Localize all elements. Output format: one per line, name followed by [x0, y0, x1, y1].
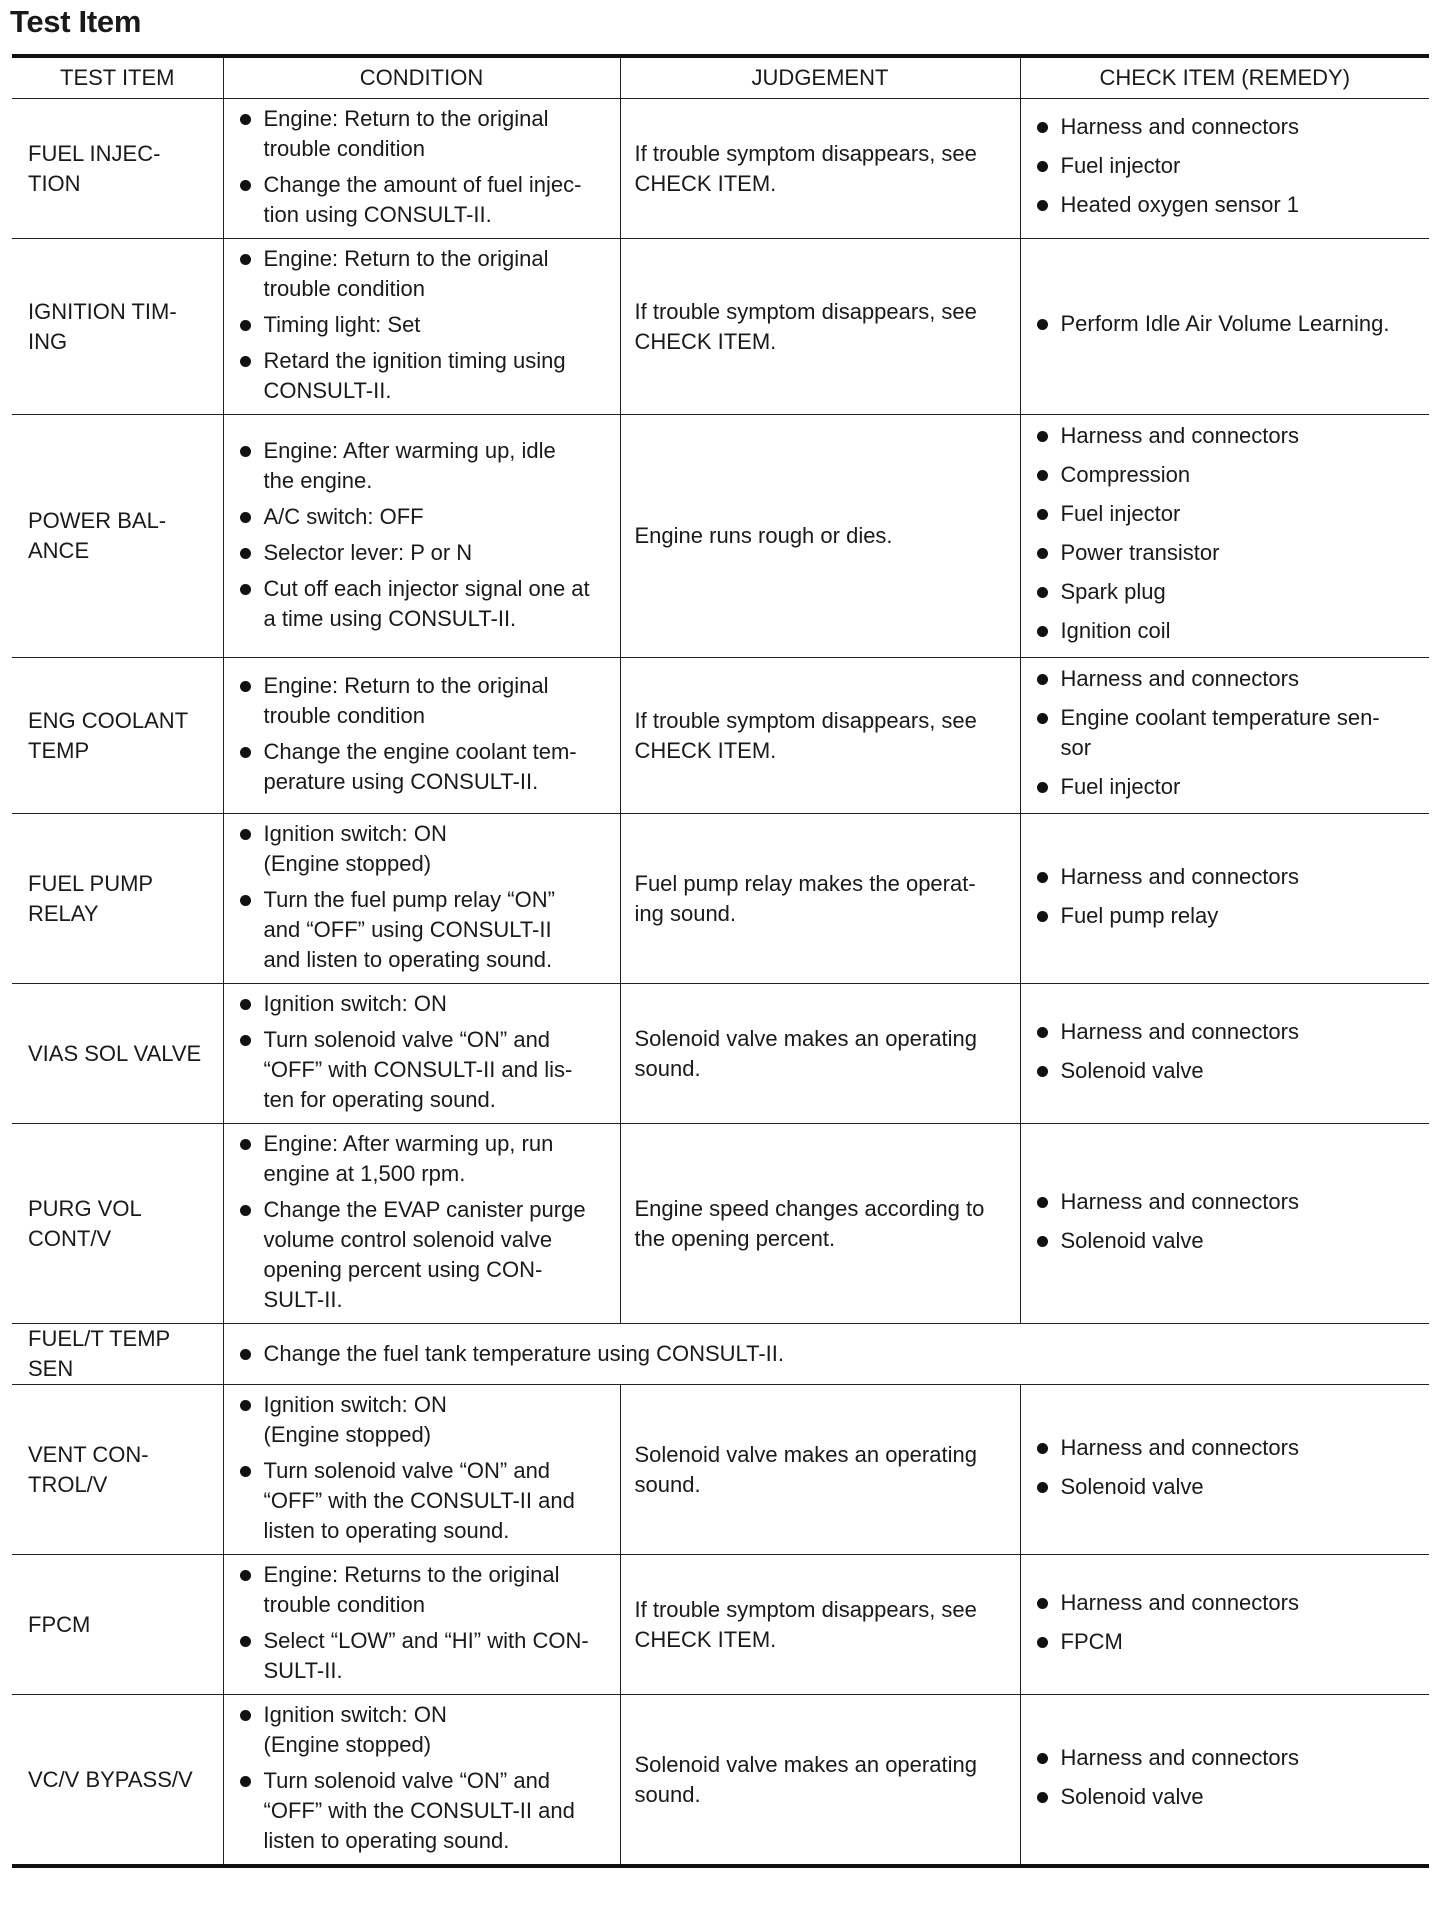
text-line: CONT/V: [28, 1225, 112, 1251]
text-line: listen to operating sound.: [263, 1828, 510, 1853]
text-line: Engine: Return to the original: [263, 673, 549, 698]
condition-cell: [223, 814, 620, 984]
remedy-cell: [1020, 1385, 1429, 1555]
condition-bullet: [238, 1025, 610, 1115]
table-body: [12, 99, 1429, 1867]
text-line: PURG VOL: [28, 1195, 142, 1221]
text-line: Turn solenoid valve “ON” and: [263, 1027, 551, 1052]
condition-bullet: [238, 104, 610, 164]
text-line: Solenoid valve makes an operating: [634, 1025, 977, 1051]
text-line: Engine: Return to the original: [263, 106, 549, 131]
text-line: Harness and connectors: [1060, 423, 1299, 448]
text-line: and listen to operating sound.: [263, 947, 553, 972]
test-item-cell: [12, 814, 223, 984]
remedy-bullet-list: [1035, 1588, 1420, 1657]
text-line: Fuel injector: [1060, 501, 1181, 526]
condition-bullet-list: [238, 1700, 610, 1856]
text-line: trouble condition: [263, 703, 425, 728]
judgement-cell: [620, 239, 1020, 415]
text-line: Solenoid valve: [1060, 1057, 1204, 1083]
text-line: Spark plug: [1060, 579, 1166, 604]
remedy-bullet: [1035, 1472, 1420, 1502]
test-item-cell: [12, 658, 223, 814]
test-item-cell: [12, 1124, 223, 1324]
text-line: Cut off each injector signal one at: [263, 575, 590, 601]
remedy-cell: [1020, 1555, 1429, 1695]
remedy-bullet: [1035, 499, 1420, 529]
condition-bullet: [238, 436, 610, 496]
text-line: Ignition coil: [1060, 618, 1171, 643]
text-line: Engine: Returns to the original: [263, 1562, 560, 1587]
condition-bullet: [238, 1700, 610, 1760]
text-line: perature using CONSULT-II.: [263, 769, 539, 794]
test-item-cell: [12, 415, 223, 658]
text-line: FPCM: [1060, 1628, 1123, 1654]
remedy-bullet: [1035, 901, 1420, 931]
text-line: Harness and connectors: [1060, 863, 1299, 889]
condition-bullet: [238, 1626, 610, 1686]
text-line: ENG COOLANT: [28, 707, 189, 733]
text-line: a time using CONSULT-II.: [263, 605, 517, 631]
header-row: [12, 56, 1429, 99]
test-item-cell: [12, 1695, 223, 1867]
condition-bullet: [238, 671, 610, 731]
text-line: Solenoid valve makes an operating: [634, 1751, 977, 1777]
text-line: Solenoid valve: [1060, 1227, 1204, 1253]
remedy-bullet-list: [1035, 1187, 1420, 1256]
text-line: Ignition switch: ON: [263, 821, 447, 846]
text-line: Turn the fuel pump relay “ON”: [263, 887, 555, 912]
test-item-table: [12, 54, 1429, 1868]
condition-bullet: [238, 310, 610, 340]
condition-cell: [223, 1695, 620, 1867]
condition-bullet: [238, 170, 610, 230]
condition-cell: [223, 984, 620, 1124]
table-row: [12, 1124, 1429, 1324]
remedy-cell: [1020, 814, 1429, 984]
condition-bullet-list: [238, 1390, 610, 1546]
remedy-bullet-list: [1035, 1743, 1420, 1812]
text-line: Change the amount of fuel injec-: [263, 172, 582, 197]
text-line: If trouble symptom disappears, see: [634, 140, 977, 166]
condition-bullet-list: [238, 989, 610, 1115]
judgement-cell: [620, 658, 1020, 814]
text-line: Retard the ignition timing using: [263, 348, 566, 373]
text-line: VIAS SOL VALVE: [28, 1040, 202, 1066]
remedy-bullet: [1035, 703, 1420, 763]
condition-bullet: [238, 346, 610, 406]
text-line: trouble condition: [263, 276, 425, 301]
text-line: volume control solenoid valve: [263, 1227, 553, 1252]
text-line: ANCE: [28, 538, 90, 563]
remedy-bullet: [1035, 1187, 1420, 1217]
condition-bullet: [238, 737, 610, 797]
text-line: Ignition switch: ON: [263, 1702, 447, 1727]
condition-list: [238, 1339, 1420, 1369]
remedy-bullet-list: [1035, 862, 1420, 931]
text-line: Change the fuel tank temperature using CONSULT-II.: [263, 1341, 785, 1366]
text-line: “OFF” with CONSULT-II and lis-: [263, 1057, 573, 1082]
text-line: FUEL/T TEMP: [28, 1326, 171, 1351]
table-row: [12, 814, 1429, 984]
text-line: the opening percent.: [634, 1225, 836, 1251]
text-line: Change the engine coolant tem-: [263, 739, 577, 764]
text-line: listen to operating sound.: [263, 1518, 510, 1543]
condition-cell: [223, 415, 620, 658]
remedy-bullet-list: [1035, 664, 1420, 802]
remedy-bullet-list: [1035, 112, 1420, 220]
condition-bullet: [238, 574, 610, 634]
text-line: trouble condition: [263, 136, 425, 161]
judgement-cell: [620, 1555, 1020, 1695]
text-line: Fuel injector: [1060, 774, 1181, 799]
remedy-bullet: [1035, 421, 1420, 451]
condition-bullet-list: [238, 819, 610, 975]
condition-bullet-list: [238, 1129, 610, 1315]
text-line: CHECK ITEM.: [634, 170, 777, 196]
header-condition: CONDITION: [223, 56, 620, 99]
remedy-bullet: [1035, 862, 1420, 892]
text-line: Fuel pump relay makes the operat-: [634, 870, 976, 896]
text-line: Solenoid valve: [1060, 1783, 1204, 1809]
table-row: [12, 415, 1429, 658]
text-line: “OFF” with the CONSULT-II and: [263, 1798, 575, 1823]
remedy-bullet: [1035, 1056, 1420, 1086]
text-line: Perform Idle Air Volume Learning.: [1060, 311, 1390, 336]
table-row: [12, 1555, 1429, 1695]
remedy-bullet: [1035, 309, 1420, 339]
text-line: Engine: After warming up, idle: [263, 437, 556, 463]
text-line: ing sound.: [634, 900, 737, 926]
condition-bullet: [238, 1129, 610, 1189]
remedy-cell: [1020, 415, 1429, 658]
condition-cell: [223, 1555, 620, 1695]
text-line: Harness and connectors: [1060, 1188, 1299, 1214]
test-item-cell: [12, 1324, 223, 1385]
test-item-cell: [12, 1555, 223, 1695]
text-line: TION: [28, 170, 81, 196]
text-line: FPCM: [28, 1611, 91, 1637]
judgement-cell: [620, 415, 1020, 658]
condition-bullet: [238, 538, 610, 568]
text-line: Ignition switch: ON: [263, 1392, 447, 1417]
text-line: Turn solenoid valve “ON” and: [263, 1458, 551, 1483]
condition-cell: [223, 1385, 620, 1555]
remedy-cell: [1020, 658, 1429, 814]
remedy-cell: [1020, 239, 1429, 415]
remedy-cell: [1020, 984, 1429, 1124]
condition-cell: [223, 658, 620, 814]
judgement-cell: [620, 1124, 1020, 1324]
text-line: Select “LOW” and “HI” with CON-: [263, 1628, 589, 1653]
text-line: Engine: After warming up, run: [263, 1131, 554, 1156]
condition-bullet: [238, 244, 610, 304]
text-line: CHECK ITEM.: [634, 737, 777, 763]
text-line: POWER BAL-: [28, 508, 167, 533]
remedy-bullet-list: [1035, 421, 1420, 646]
condition-cell: [223, 1124, 620, 1324]
test-item-cell: [12, 239, 223, 415]
text-line: opening percent using CON-: [263, 1257, 543, 1282]
condition-bullet: [238, 1195, 610, 1315]
remedy-bullet: [1035, 664, 1420, 694]
judgement-cell: [620, 1385, 1020, 1555]
text-line: TROL/V: [28, 1471, 108, 1497]
condition-bullet: [238, 1766, 610, 1856]
remedy-bullet-list: [1035, 1017, 1420, 1086]
text-line: A/C switch: OFF: [263, 503, 424, 529]
remedy-cell: [1020, 1124, 1429, 1324]
text-line: TEMP: [28, 737, 90, 763]
text-line: (Engine stopped): [263, 1422, 432, 1447]
remedy-bullet: [1035, 772, 1420, 802]
text-line: Engine runs rough or dies.: [634, 523, 893, 548]
table-row: [12, 1385, 1429, 1555]
condition-bullet-list: [238, 244, 610, 406]
text-line: Change the EVAP canister purge: [263, 1197, 586, 1222]
remedy-bullet: [1035, 1588, 1420, 1618]
table-row: [12, 984, 1429, 1124]
text-line: “OFF” with the CONSULT-II and: [263, 1488, 575, 1513]
remedy-bullet-list: [1035, 309, 1420, 339]
text-line: Compression: [1060, 462, 1191, 487]
text-line: Harness and connectors: [1060, 1018, 1299, 1044]
text-line: the engine.: [263, 467, 373, 493]
text-line: trouble condition: [263, 1592, 425, 1617]
text-line: FUEL INJEC-: [28, 140, 161, 166]
remedy-cell: [1020, 99, 1429, 239]
text-line: sound.: [634, 1471, 701, 1497]
text-line: SULT-II.: [263, 1658, 343, 1683]
judgement-cell: [620, 99, 1020, 239]
condition-bullet: [238, 989, 610, 1019]
text-line: tion using CONSULT-II.: [263, 202, 492, 227]
text-line: and “OFF” using CONSULT-II: [263, 917, 552, 942]
text-line: Fuel pump relay: [1060, 902, 1219, 928]
text-line: RELAY: [28, 900, 99, 926]
condition-bullet: [238, 1560, 610, 1620]
text-line: Harness and connectors: [1060, 666, 1299, 691]
condition-cell: [223, 1324, 1429, 1385]
test-item-cell: [12, 1385, 223, 1555]
text-line: Harness and connectors: [1060, 1434, 1299, 1460]
judgement-cell: [620, 984, 1020, 1124]
remedy-bullet-list: [1035, 1433, 1420, 1502]
condition-bullet-list: [238, 671, 610, 797]
text-line: Ignition switch: ON: [263, 991, 447, 1016]
text-line: Harness and connectors: [1060, 1744, 1299, 1770]
remedy-bullet: [1035, 538, 1420, 568]
remedy-bullet: [1035, 460, 1420, 490]
header-test-item: TEST ITEM: [12, 56, 223, 99]
text-line: Harness and connectors: [1060, 1589, 1299, 1615]
table-row: [12, 1695, 1429, 1867]
condition-bullet-list: [238, 104, 610, 230]
text-line: Turn solenoid valve “ON” and: [263, 1768, 551, 1793]
remedy-bullet: [1035, 616, 1420, 646]
text-line: sor: [1060, 735, 1092, 760]
condition-bullet-list: [238, 1560, 610, 1686]
text-line: Fuel injector: [1060, 153, 1181, 178]
text-line: Engine speed changes according to: [634, 1195, 985, 1221]
text-line: Timing light: Set: [263, 312, 421, 337]
text-line: If trouble symptom disappears, see: [634, 298, 977, 324]
remedy-bullet: [1035, 190, 1420, 220]
text-line: VENT CON-: [28, 1441, 149, 1467]
text-line: Selector lever: P or N: [263, 539, 473, 565]
text-line: FUEL PUMP: [28, 870, 154, 896]
text-line: (Engine stopped): [263, 851, 432, 876]
condition-bullet: [238, 1456, 610, 1546]
text-line: ING: [28, 328, 68, 354]
text-line: Power transistor: [1060, 540, 1220, 565]
text-line: SEN: [28, 1356, 74, 1381]
page-title: Test Item: [10, 4, 142, 39]
text-line: Heated oxygen sensor 1: [1060, 192, 1299, 217]
condition-cell: [223, 239, 620, 415]
test-item-cell: [12, 99, 223, 239]
text-line: Harness and connectors: [1060, 114, 1299, 139]
text-line: Solenoid valve makes an operating: [634, 1441, 977, 1467]
text-line: SULT-II.: [263, 1287, 343, 1312]
condition-bullet: [238, 1339, 1420, 1369]
remedy-bullet: [1035, 1627, 1420, 1657]
condition-bullet-list: [238, 436, 610, 634]
text-line: IGNITION TIM-: [28, 298, 177, 324]
text-line: (Engine stopped): [263, 1732, 432, 1757]
remedy-bullet: [1035, 1782, 1420, 1812]
test-item-cell: [12, 984, 223, 1124]
remedy-bullet: [1035, 151, 1420, 181]
judgement-cell: [620, 814, 1020, 984]
text-line: If trouble symptom disappears, see: [634, 1596, 977, 1622]
text-line: CHECK ITEM.: [634, 1626, 777, 1652]
remedy-bullet: [1035, 577, 1420, 607]
text-line: Engine: Return to the original: [263, 246, 549, 271]
text-line: CONSULT-II.: [263, 378, 392, 403]
text-line: engine at 1,500 rpm.: [263, 1161, 466, 1186]
condition-bullet: [238, 819, 610, 879]
text-line: sound.: [634, 1055, 701, 1081]
remedy-bullet: [1035, 1226, 1420, 1256]
table-row: [12, 658, 1429, 814]
remedy-cell: [1020, 1695, 1429, 1867]
remedy-bullet: [1035, 1433, 1420, 1463]
text-line: VC/V BYPASS/V: [28, 1766, 193, 1792]
text-line: CHECK ITEM.: [634, 328, 777, 354]
header-judgement: JUDGEMENT: [620, 56, 1020, 99]
condition-bullet: [238, 502, 610, 532]
text-line: sound.: [634, 1781, 701, 1807]
judgement-cell: [620, 1695, 1020, 1867]
condition-bullet: [238, 1390, 610, 1450]
table-row: [12, 239, 1429, 415]
remedy-bullet: [1035, 1743, 1420, 1773]
table-row: [12, 99, 1429, 239]
remedy-bullet: [1035, 1017, 1420, 1047]
condition-bullet: [238, 885, 610, 975]
text-line: ten for operating sound.: [263, 1087, 496, 1112]
header-check-item: CHECK ITEM (REMEDY): [1020, 56, 1429, 99]
text-line: Engine coolant temperature sen-: [1060, 705, 1380, 730]
table-row: [12, 1324, 1429, 1385]
text-line: If trouble symptom disappears, see: [634, 707, 977, 733]
text-line: Solenoid valve: [1060, 1473, 1204, 1499]
remedy-bullet: [1035, 112, 1420, 142]
condition-cell: [223, 99, 620, 239]
